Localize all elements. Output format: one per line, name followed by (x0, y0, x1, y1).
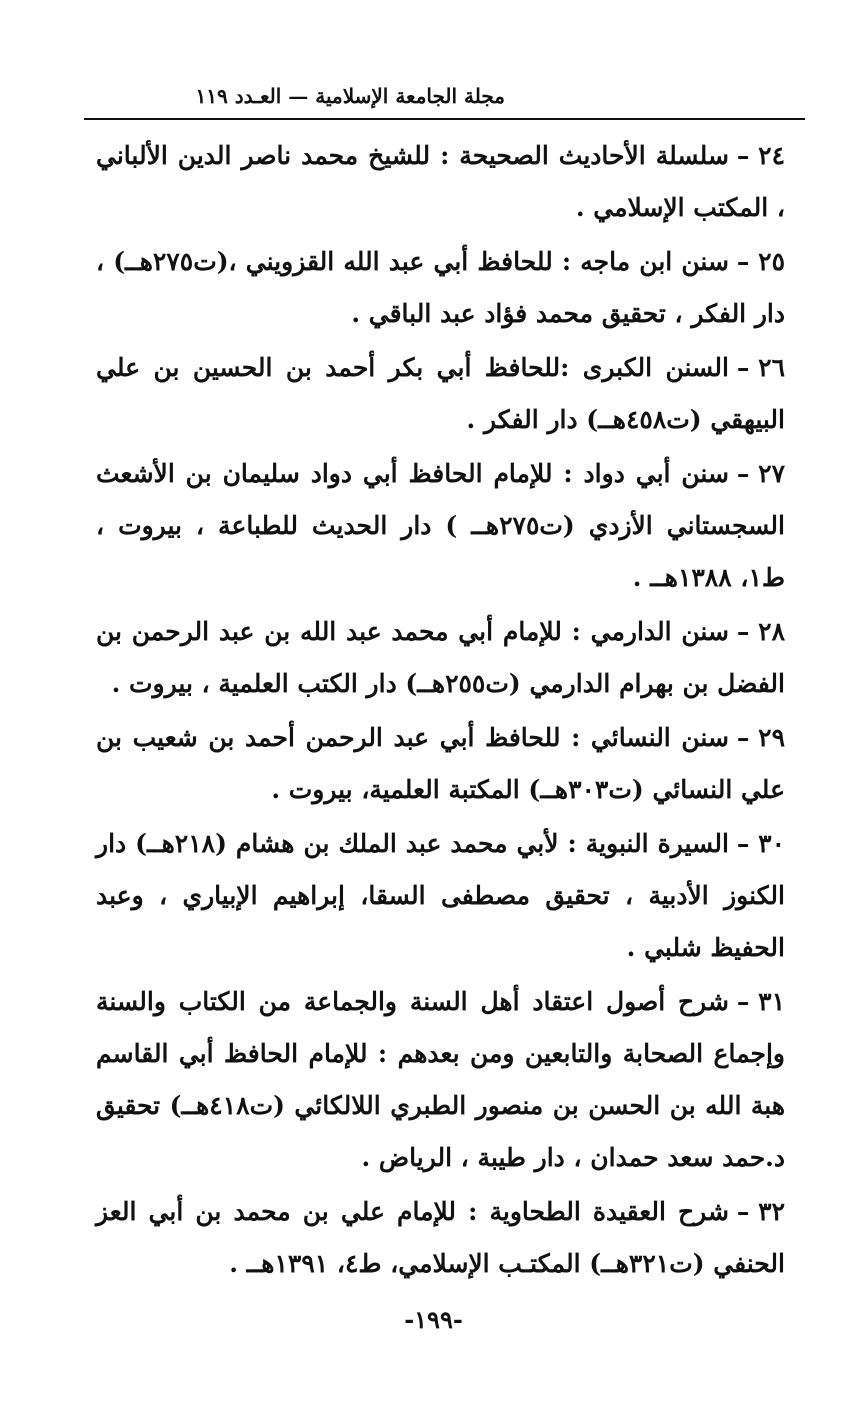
page-header (84, 84, 805, 120)
entry-number: ٣٠ – (736, 829, 785, 858)
entry-text: السيرة النبوية : لأبي محمد عبد الملك بن هشام (٢١٨هــ) دار الكنوز الأدبية ، تحقيق مصطفى السقا، إبراهيم الإبياري ، وعبد الحفيظ شلبي . (96, 829, 785, 962)
entry-number: ٢٧ – (736, 459, 785, 488)
entry-text: شرح أصول اعتقاد أهل السنة والجماعة من الكتاب والسنة وإجماع الصحابة والتابعين ومن بعدهم : للإمام الحافظ أبي القاسم هبة الله بن الحسن بن منصور الطبري اللالكائي (ت٤١٨هــ) تحقيق د.حمد سعد حمدان ، دار طيبة ، الرياض . (96, 987, 786, 1172)
page-number: -١٩٩- (404, 1305, 463, 1334)
entry-number: ٣١ – (736, 987, 785, 1016)
bibliography-entry-26 (96, 342, 785, 446)
bibliography-entry-30 (96, 818, 785, 974)
entry-number: ٢٩ – (736, 723, 785, 752)
bibliography-entry-31 (96, 976, 785, 1184)
entry-number: ٢٦ – (736, 353, 785, 382)
entry-number: ٢٥ – (736, 247, 785, 276)
bibliography-list (96, 130, 785, 1290)
entry-number: ٣٢ – (736, 1197, 785, 1226)
bibliography-entry-24 (96, 130, 785, 234)
entry-text: سلسلة الأحاديث الصحيحة : للشيخ محمد ناصر الدين الألباني ، المكتب الإسلامي . (96, 141, 785, 222)
bibliography-entry-28 (96, 606, 785, 710)
entry-text: سنن ابن ماجه : للحافظ أبي عبد الله القزويني ،(ت٢٧٥هــ) ، دار الفكر ، تحقيق محمد فؤاد عبد الباقي . (96, 247, 785, 328)
entry-text: سنن الدارمي : للإمام أبي محمد عبد الله بن عبد الرحمن بن الفضل بن بهرام الدارمي (ت٢٥٥هــ) دار الكتب العلمية ، بيروت . (96, 617, 785, 698)
entry-number: ٢٤ – (736, 141, 785, 170)
entry-text: سنن أبي دواد : للإمام الحافظ أبي دواد سليمان بن الأشعث السجستاني الأزدي (ت٢٧٥هــ ) دار الحديث للطباعة ، بيروت ، ط١، ١٣٨٨هــ . (96, 459, 785, 592)
entry-text: شرح العقيدة الطحاوية : للإمام علي بن محمد بن أبي العز الحنفي (ت٣٢١هــ) المكتـب الإسلامي، ط٤، ١٣٩١هــ . (96, 1197, 785, 1278)
bibliography-entry-29 (96, 712, 785, 816)
journal-title: مجلة الجامعة الإسلامية — العـدد ١١٩ (195, 84, 505, 108)
bibliography-entry-27 (96, 448, 785, 604)
entry-number: ٢٨ – (736, 617, 785, 646)
entry-text: سنن النسائي : للحافظ أبي عبد الرحمن أحمد بن شعيب بن علي النسائي (ت٣٠٣هــ) المكتبة العلمية، بيروت . (96, 723, 785, 804)
entry-text: السنن الكبرى :للحافظ أبي بكر أحمد بن الحسين بن علي البيهقي (ت٤٥٨هــ) دار الفكر . (96, 353, 785, 434)
bibliography-entry-32 (96, 1186, 785, 1290)
bibliography-entry-25 (96, 236, 785, 340)
